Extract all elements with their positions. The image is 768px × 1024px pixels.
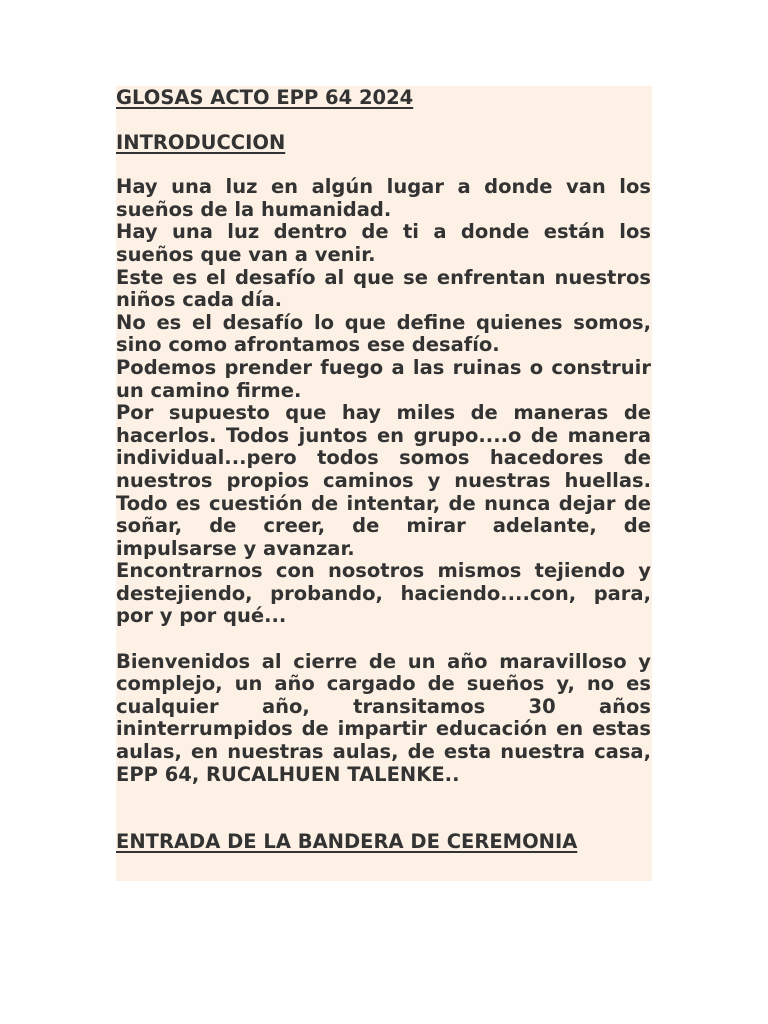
document-title: GLOSAS ACTO EPP 64 2024: [116, 86, 414, 109]
section-heading-introduccion: INTRODUCCION: [116, 130, 286, 154]
paragraph-line: Por supuesto que hay miles de maneras de hacerlos. Todos juntos en grupo....o de manera individual...pero todos somos hacedores de nuestros propios caminos y nuestras huellas. Todo es cuestión de intentar, de nunca dejar de soñar, de creer, de mirar adelante, de impulsarse y avanzar.: [116, 401, 651, 560]
paragraph-line: Encontrarnos con nosotros mismos tejiendo y destejiendo, probando, haciendo....con, para, por y por qué...: [116, 559, 651, 628]
document-body: [116, 86, 651, 854]
paragraph-line: No es el desafío lo que define quienes somos, sino como afrontamos ese desafío.: [116, 310, 651, 357]
section-heading-bandera: ENTRADA DE LA BANDERA DE CEREMONIA: [116, 830, 578, 854]
paragraph-line: Este es el desafío al que se enfrentan nuestros niños cada día.: [116, 265, 651, 312]
paragraph-line: Hay una luz dentro de ti a donde están los sueños que van a venir.: [116, 220, 651, 266]
paragraph-line: Podemos prender fuego a las ruinas o construir un camino firme.: [116, 355, 651, 402]
welcome-paragraph: Bienvenidos al cierre de un año maravilloso y complejo, un año cargado de sueños y, no es cualquier año, transitamos 30 años ininterrumpidos de impartir educación en estas aulas, en nuestras aulas, de esta nuestra casa, EPP 64, RUCALHUEN TALENKE..: [116, 649, 651, 786]
paragraph-line: Hay una luz en algún lugar a donde van los sueños de la humanidad.: [116, 175, 651, 221]
